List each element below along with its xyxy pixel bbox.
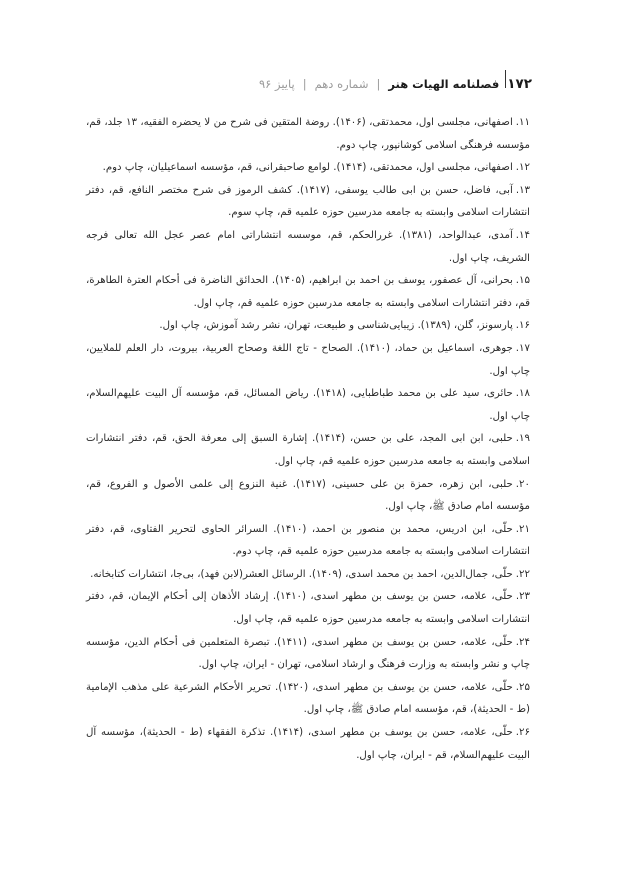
- reference-number: ۲۶.: [515, 727, 530, 739]
- reference-item: [86, 338, 530, 383]
- reference-item: [86, 586, 530, 631]
- page-number: ۱۷۲: [507, 76, 532, 92]
- reference-item: [86, 564, 530, 587]
- reference-text: حائری، سید علی بن محمد طباطبایی، (۱۴۱۸). ریاض المسائل، قم، مؤسسه آل البیت علیهم‌السلام، چاپ اول.: [86, 388, 530, 422]
- reference-item: [86, 519, 530, 564]
- reference-number: ۲۲.: [515, 568, 530, 580]
- reference-number: ۲۵.: [515, 681, 530, 693]
- reference-text: حلّی، علامه، حسن بن یوسف بن مطهر اسدی، (۱۴۱۴). تذکرة الفقهاء (ط - الحدیثة)، مؤسسه آل البیت علیهم‌السلام، قم - ایران، چاپ اول.: [86, 727, 530, 761]
- reference-item: [86, 157, 530, 180]
- reference-text: حلبی، ابن ابی المجد، علی بن حسن، (۱۴۱۴). إشارة السبق إلی معرفة الحق، قم، دفتر انتشارات اسلامی وابسته به جامعه مدرسین حوزه علمیه قم، چاپ اول.: [86, 433, 530, 467]
- reference-text: اصفهانی، مجلسی اول، محمدتقی، (۱۴۱۴). لوامع صاحبقرانی، قم، مؤسسه اسماعیلیان، چاپ دوم.: [102, 162, 513, 174]
- reference-number: ۱۷.: [515, 342, 530, 354]
- reference-number: ۱۴.: [515, 229, 530, 241]
- reference-number: ۲۱.: [515, 523, 530, 535]
- reference-text: حلّی، علامه، حسن بن یوسف بن مطهر اسدی، (۱۴۱۰). إرشاد الأذهان إلی أحکام الإیمان، قم، دفتر انتشارات اسلامی وابسته به جامعه مدرسین حوزه علمیه قم، چاپ اول.: [86, 591, 530, 626]
- header-separator: |: [376, 77, 381, 91]
- reference-number: ۱۸.: [515, 388, 530, 400]
- reference-item: [86, 632, 530, 677]
- reference-item: [86, 383, 530, 428]
- header-divider: [505, 70, 506, 88]
- reference-text: حلّی، جمال‌الدین، احمد بن محمد اسدی، (۱۴۰۹). الرسائل العشر(لابن فهد)، بی‌جا، انتشارات کتابخانه.: [90, 568, 513, 580]
- reference-text: حلّی، علامه، حسن بن یوسف بن مطهر اسدی، (۱۴۲۰). تحریر الأحکام الشرعیة علی مذهب الإمامیة (ط - الحدیثة)، قم، مؤسسه امام صادق ﷺ، چاپ اول.: [86, 681, 530, 716]
- issue-number: شماره دهم: [314, 77, 369, 91]
- reference-number: ۱۶.: [515, 320, 530, 332]
- reference-item: [86, 428, 530, 473]
- reference-text: اصفهانی، مجلسی اول، محمدتقی، (۱۴۰۶). روضة المتقین فی شرح من لا یحضره الفقیه، ۱۳ جلد، قم، مؤسسه فرهنگی اسلامی کوشانپور، چاپ دوم.: [86, 117, 530, 151]
- reference-text: حلّی، ابن ادریس، محمد بن منصور بن احمد، (۱۴۱۰). السرائر الحاوی لتحریر الفتاوی، قم، دفتر انتشارات اسلامی وابسته به جامعه مدرسین حوزه علمیه قم، چاپ دوم.: [86, 523, 530, 558]
- reference-item: [86, 722, 530, 767]
- reference-text: آبی، فاضل، حسن بن ابی طالب یوسفی، (۱۴۱۷). کشف الرموز فی شرح مختصر النافع، قم، دفتر انتشارات اسلامی وابسته به جامعه مدرسین حوزه علمیه قم، چاپ سوم.: [86, 184, 530, 219]
- reference-number: ۱۱.: [515, 117, 530, 128]
- reference-text: آمدی، عبدالواحد، (۱۳۸۱). غررالحکم، قم، موسسه انتشاراتی امام عصر عجل الله تعالی فرجه الشریف، چاپ اول.: [86, 229, 530, 264]
- reference-number: ۲۴.: [515, 636, 530, 648]
- issue-season: پاییز ۹۶: [258, 77, 295, 91]
- reference-number: ۱۳.: [515, 184, 531, 196]
- reference-number: ۱۲.: [515, 162, 530, 174]
- reference-text: جوهری، اسماعیل بن حماد، (۱۴۱۰). الصحاح - تاج اللغة وصحاح العربیة، بیروت، دار العلم للملایین، چاپ اول.: [86, 342, 530, 377]
- reference-text: پارسونز، گلن، (۱۳۸۹). زیبایی‌شناسی و طبیعت، تهران، نشر رشد آموزش، چاپ اول.: [159, 320, 513, 332]
- running-header: [258, 74, 532, 94]
- header-separator: |: [302, 77, 307, 91]
- reference-number: ۲۰.: [515, 478, 530, 490]
- reference-list: [86, 112, 530, 767]
- reference-item: [86, 112, 530, 157]
- reference-item: [86, 474, 530, 519]
- reference-item: [86, 225, 530, 270]
- reference-number: ۲۳.: [515, 591, 531, 603]
- reference-item: [86, 180, 530, 225]
- reference-item: [86, 315, 530, 338]
- reference-item: [86, 677, 530, 722]
- reference-number: ۱۹.: [515, 433, 530, 445]
- reference-item: [86, 270, 530, 315]
- reference-number: ۱۵.: [515, 275, 530, 287]
- reference-text: بحرانی، آل عصفور، یوسف بن احمد بن ابراهیم، (۱۴۰۵). الحدائق الناضرة فی أحکام العترة الطاهرة، قم، دفتر انتشارات اسلامی وابسته به جامعه مدرسین حوزه علمیه قم، چاپ اول.: [86, 275, 530, 309]
- reference-text: حلّی، علامه، حسن بن یوسف بن مطهر اسدی، (۱۴۱۱). تبصرة المتعلمین فی أحکام الدین، مؤسسه چاپ و نشر وابسته به وزارت فرهنگ و ارشاد اسلامی، تهران - ایران، چاپ اول.: [86, 636, 530, 671]
- reference-text: حلبی، ابن زهره، حمزة بن علی حسینی، (۱۴۱۷). غنیة النزوع إلی علمی الأصول و الفروع، قم، مؤسسه امام صادق ﷺ، چاپ اول.: [86, 478, 530, 513]
- journal-title: فصلنامه الهیات هنر: [388, 77, 500, 91]
